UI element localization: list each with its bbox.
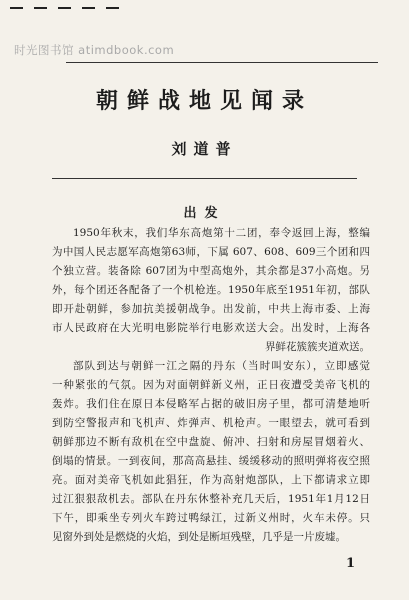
top-edge-marks <box>10 7 119 9</box>
body-text <box>52 224 370 547</box>
text-line: 过江狠狠敌机去。部队在丹东休整补充几天后，1951年1月12日 <box>52 493 370 505</box>
page-number: 1 <box>346 556 356 571</box>
text-line: 轰炸。我们住在原日本侵略军占据的破旧房子里，都可清楚地听 <box>52 398 370 410</box>
text-line: 下午，即乘坐专列火车跨过鸭绿江，过新义州时，火车未停。只 <box>52 512 370 524</box>
author: 刘道普 <box>171 140 238 158</box>
text-line: 倒塌的情景。一到夜间，那高高悬挂、缓缓移动的照明弹将夜空照 <box>52 455 370 467</box>
text-line: 市人民政府在大光明电影院举行电影欢送大会。出发时，上海各 <box>52 322 370 334</box>
text-line: 1950年秋末，我们华东高炮第十二团，奉令返回上海，整编 <box>73 227 370 239</box>
text-line: 到防空警报声和飞机声、炸弹声、机枪声。一眼望去，就可看到 <box>52 417 370 429</box>
text-line: 亮。面对美帝飞机如此猖狂，作为高射炮部队，上下都请求立即 <box>52 474 370 486</box>
text-line: 一种紧张的气氛。因为对面朝鲜新义州，正日夜遭受美帝飞机的 <box>52 379 370 391</box>
text-line: 见窗外到处是燃烧的火焰，到处是断垣残壁，几乎是一片废墟。 <box>52 531 346 543</box>
top-rule <box>66 62 378 63</box>
header-rule <box>52 178 357 179</box>
text-line: 界鲜花簇簇夹道欢送。 <box>265 341 370 353</box>
text-line: 个独立营。装备除 607团为中型高炮外，其余都是37小高炮。另 <box>52 265 370 277</box>
section-title: 出发 <box>183 206 226 221</box>
watermark: 时光图书馆 atimdbook.com <box>14 43 175 57</box>
text-line: 外，每个团还各配备了一个机枪连。1950年底至1951年初，部队 <box>52 284 370 296</box>
text-line: 为中国人民志愿军高炮第63师，下属 607、608、609三个团和四 <box>52 246 370 258</box>
text-line: 朝鲜那边不断有敌机在空中盘旋、俯冲、扫射和房屋冒烟着火、 <box>52 436 370 448</box>
book-title: 朝鲜战地见闻录 <box>95 88 313 114</box>
text-line: 部队到达与朝鲜一江之隔的丹东（当时叫安东），立即感觉 <box>73 360 370 372</box>
text-line: 即开赴朝鲜，参加抗美援朝战争。出发前，中共上海市委、上海 <box>52 303 370 315</box>
